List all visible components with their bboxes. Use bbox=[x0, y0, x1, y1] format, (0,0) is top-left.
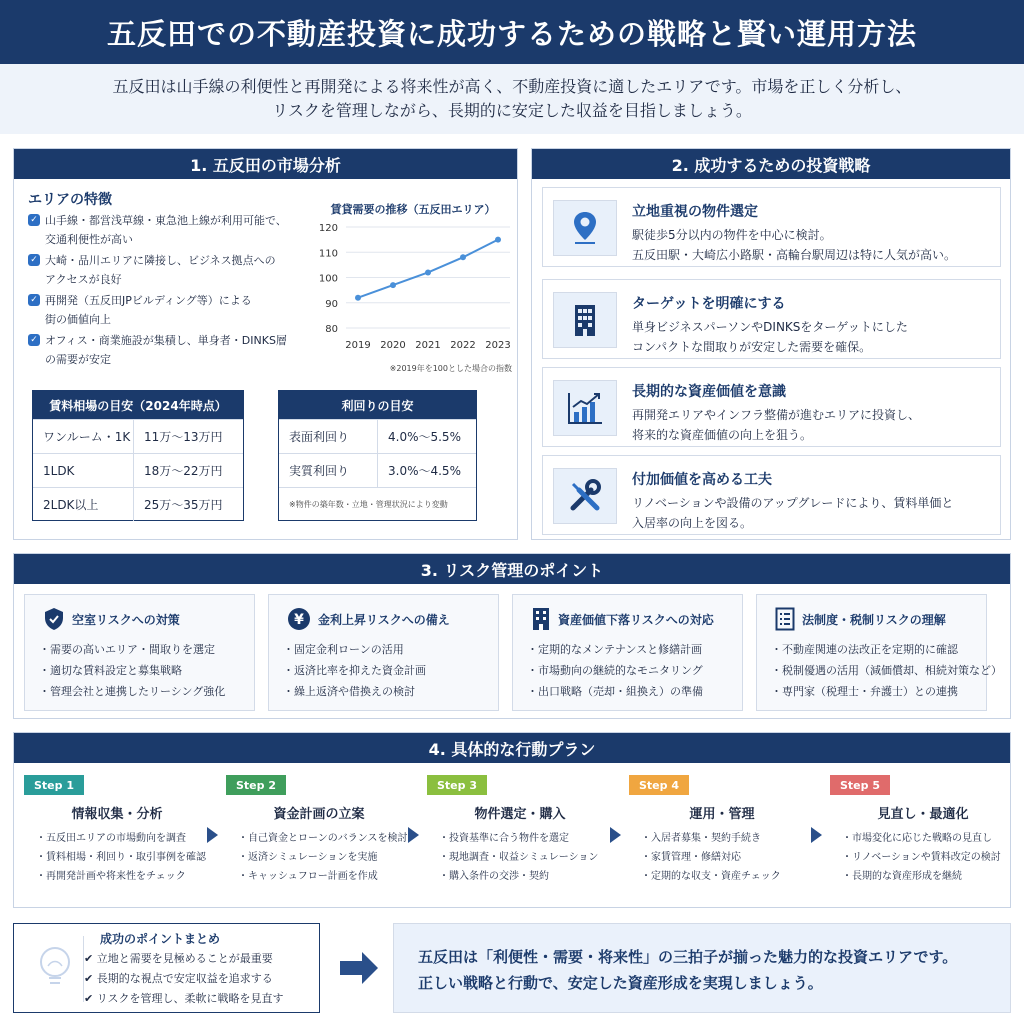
list-item: ・専門家（税理士・弁護士）との連携 bbox=[771, 685, 958, 698]
chart-data-point bbox=[390, 282, 396, 288]
chart-data-point bbox=[495, 237, 501, 243]
intro-section bbox=[0, 64, 1024, 134]
list-item: ・需要の高いエリア・間取りを選定 bbox=[39, 643, 215, 656]
list-item: ・投資基準に合う物件を選定 bbox=[439, 833, 569, 844]
list-item: ・繰上返済や借換えの検討 bbox=[283, 685, 415, 698]
list-item: ・定期的な収支・資産チェック bbox=[641, 871, 781, 882]
chart-x-tick-label: 2022 bbox=[450, 340, 476, 351]
risk-title: 空室リスクへの対策 bbox=[72, 612, 180, 627]
risk-title: 法制度・税制リスクの理解 bbox=[802, 612, 946, 627]
chart-note: ※2019年を100とした場合の指数 bbox=[389, 364, 512, 373]
list-item: ✔ 長期的な視点で安定収益を追求する bbox=[84, 972, 273, 985]
list-item: ・五反田エリアの市場動向を調査 bbox=[36, 833, 186, 844]
feature-line-2: アクセスが良好 bbox=[45, 273, 122, 286]
strategy-title: 付加価値を高める工夫 bbox=[632, 472, 772, 488]
step-badge: Step 1 bbox=[24, 775, 84, 795]
strategy-title: ターゲットを明確にする bbox=[632, 296, 786, 312]
closing-message bbox=[393, 923, 1011, 1013]
risk-points bbox=[771, 639, 1002, 702]
svg-text:¥: ¥ bbox=[294, 612, 304, 628]
risk-card bbox=[512, 594, 743, 711]
market-analysis-panel bbox=[13, 148, 518, 540]
rental-demand-chart bbox=[310, 199, 516, 379]
lightbulb-icon bbox=[26, 936, 84, 1002]
step-title: 資金計画の立案 bbox=[273, 807, 365, 822]
step-badge: Step 5 bbox=[830, 775, 890, 795]
list-item: ・購入条件の交渉・契約 bbox=[439, 871, 549, 882]
strategy-desc-1: 再開発エリアやインフラ整備が進むエリアに投資し、 bbox=[632, 408, 921, 422]
check-icon: ✓ bbox=[28, 294, 40, 306]
feature-line-2: 街の価値向上 bbox=[45, 313, 111, 326]
strategy-desc-2: 入居率の向上を図る。 bbox=[632, 516, 753, 530]
strategy-desc-1: リノベーションや設備のアップグレードにより、賃料単価と bbox=[632, 496, 954, 510]
arrow-right-icon bbox=[811, 827, 822, 843]
step-points bbox=[238, 829, 408, 886]
chart-x-tick-label: 2023 bbox=[485, 340, 511, 351]
action-plan-panel bbox=[13, 732, 1011, 908]
risk-management-panel bbox=[13, 553, 1011, 719]
summary-box bbox=[13, 923, 320, 1013]
table-cell: 25万〜35万円 bbox=[133, 488, 243, 521]
feature-item bbox=[28, 331, 298, 369]
intro-line-2: リスクを管理しながら、長期的に安定した収益を目指しましょう。 bbox=[272, 101, 752, 120]
risk-title: 金利上昇リスクへの備え bbox=[318, 612, 450, 627]
section-3-title: 3. リスク管理のポイント bbox=[14, 554, 1010, 584]
table-row bbox=[279, 419, 476, 453]
yield-table-title: 利回りの目安 bbox=[279, 391, 476, 419]
strategy-item bbox=[542, 279, 1001, 359]
chart-y-tick-label: 90 bbox=[325, 298, 338, 310]
list-item: ・自己資金とローンのバランスを検討 bbox=[238, 833, 408, 844]
document-list-icon bbox=[775, 607, 795, 631]
risk-card bbox=[268, 594, 499, 711]
step-badge: Step 4 bbox=[629, 775, 689, 795]
step-points bbox=[641, 829, 781, 886]
table-cell: 2LDK以上 bbox=[43, 498, 99, 512]
table-cell: 18万〜22万円 bbox=[133, 454, 243, 487]
feature-line-2: 交通利便性が高い bbox=[45, 233, 133, 246]
yen-icon bbox=[287, 607, 311, 631]
step-badge: Step 2 bbox=[226, 775, 286, 795]
step-card bbox=[830, 775, 1016, 900]
chart-x-tick-label: 2020 bbox=[380, 340, 406, 351]
section-2-title: 2. 成功するための投資戦略 bbox=[532, 149, 1010, 179]
step-title: 見直し・最適化 bbox=[877, 807, 969, 822]
list-item: ・再開発計画や将来性をチェック bbox=[36, 871, 186, 882]
step-card bbox=[427, 775, 613, 900]
table-row bbox=[279, 453, 476, 487]
check-icon: ✓ bbox=[28, 334, 40, 346]
step-title: 情報収集・分析 bbox=[71, 807, 163, 822]
table-row bbox=[33, 487, 243, 521]
chart-x-tick-label: 2021 bbox=[415, 340, 441, 351]
summary-title: 成功のポイントまとめ bbox=[100, 932, 221, 946]
closing-line-2: 正しい戦略と行動で、安定した資産形成を実現しましょう。 bbox=[418, 974, 823, 992]
risk-points bbox=[39, 639, 225, 702]
check-icon: ✓ bbox=[28, 254, 40, 266]
list-item: ・賃料相場・利回り・取引事例を確認 bbox=[36, 852, 206, 863]
location-pin-icon bbox=[553, 200, 617, 256]
list-item: ・管理会社と連携したリーシング強化 bbox=[39, 685, 226, 698]
list-item: ・税制優遇の活用（減価償却、相続対策など） bbox=[771, 664, 1002, 677]
list-item: ・市場動向の継続的なモニタリング bbox=[527, 664, 703, 677]
strategy-desc-1: 単身ビジネスパーソンやDINKSをターゲットにした bbox=[632, 320, 908, 334]
list-item: ・不動産関連の法改正を定期的に確認 bbox=[771, 643, 958, 656]
feature-item bbox=[28, 251, 298, 289]
arrow-right-icon bbox=[408, 827, 419, 843]
intro-line-1: 五反田は山手線の利便性と再開発による将来性が高く、不動産投資に適したエリアです。市場を正しく分析し、 bbox=[112, 77, 912, 96]
list-item: ・固定金利ローンの活用 bbox=[283, 643, 404, 656]
step-points bbox=[842, 829, 1001, 886]
strategy-desc-2: 将来的な資産価値の向上を狙う。 bbox=[632, 428, 813, 442]
summary-points bbox=[84, 949, 284, 1009]
risk-points bbox=[283, 639, 426, 702]
risk-card bbox=[24, 594, 255, 711]
list-item: ・キャッシュフロー計画を作成 bbox=[238, 871, 378, 882]
risk-points bbox=[527, 639, 703, 702]
feature-line-1: 再開発（五反田JPビルディング等）による bbox=[45, 294, 252, 307]
step-card bbox=[24, 775, 210, 900]
feature-item bbox=[28, 211, 298, 249]
shield-icon bbox=[43, 607, 65, 631]
table-row bbox=[33, 419, 243, 453]
feature-line-2: の需要が安定 bbox=[45, 353, 111, 366]
chart-title: 賃貸需要の推移（五反田エリア） bbox=[330, 203, 496, 216]
step-card bbox=[226, 775, 412, 900]
arrow-right-icon bbox=[338, 950, 380, 986]
risk-heading bbox=[287, 607, 450, 631]
list-item: ・市場変化に応じた戦略の見直し bbox=[842, 833, 992, 844]
table-cell: 表面利回り bbox=[289, 430, 350, 444]
strategy-item bbox=[542, 367, 1001, 447]
chart-y-tick-label: 80 bbox=[325, 324, 338, 335]
risk-card bbox=[756, 594, 1002, 711]
step-points bbox=[36, 829, 206, 886]
arrow-right-icon bbox=[610, 827, 621, 843]
chart-y-tick-label: 110 bbox=[318, 248, 338, 260]
list-item: ・リノベーションや賃料改定の検討 bbox=[842, 852, 1001, 863]
step-card bbox=[629, 775, 815, 900]
table-cell: 実質利回り bbox=[289, 464, 350, 478]
chart-data-point bbox=[460, 254, 466, 260]
growth-chart-icon bbox=[553, 380, 617, 436]
page-title: 五反田での不動産投資に成功するための戦略と賢い運用方法 bbox=[0, 0, 1024, 64]
yield-table bbox=[278, 390, 477, 521]
feature-line-1: 大崎・品川エリアに隣接し、ビジネス拠点への bbox=[45, 254, 276, 267]
table-cell: ワンルーム・1K bbox=[43, 430, 131, 444]
list-item: ・出口戦略（売却・組換え）の準備 bbox=[527, 685, 703, 698]
section-4-title: 4. 具体的な行動プラン bbox=[14, 733, 1010, 763]
list-item: ・長期的な資産形成を継続 bbox=[842, 871, 962, 882]
strategy-title: 立地重視の物件選定 bbox=[632, 204, 758, 220]
table-row bbox=[33, 453, 243, 487]
chart-series-line bbox=[358, 240, 498, 298]
strategy-desc-1: 駅徒歩5分以内の物件を中心に検討。 bbox=[632, 228, 832, 242]
strategy-panel bbox=[531, 148, 1011, 540]
table-cell: 3.0%〜4.5% bbox=[377, 454, 476, 487]
rent-table bbox=[32, 390, 244, 521]
risk-title: 資産価値下落リスクへの対応 bbox=[558, 612, 714, 627]
chart-data-point bbox=[355, 295, 361, 301]
tools-icon bbox=[553, 468, 617, 524]
chart-data-point bbox=[425, 269, 431, 275]
step-title: 物件選定・購入 bbox=[474, 807, 566, 822]
intro-text bbox=[72, 75, 952, 123]
list-item: ・入居者募集・契約手続き bbox=[641, 833, 761, 844]
feature-line-1: 山手線・都営浅草線・東急池上線が利用可能で、 bbox=[45, 214, 287, 227]
risk-heading bbox=[775, 607, 946, 631]
list-item: ・返済比率を抑えた資金計画 bbox=[283, 664, 426, 677]
step-points bbox=[439, 829, 598, 886]
table-cell: 11万〜13万円 bbox=[133, 420, 243, 453]
feature-line-1: オフィス・商業施設が集積し、単身者・DINKS層 bbox=[45, 334, 287, 347]
chart-svg bbox=[310, 199, 516, 379]
chart-x-tick-label: 2019 bbox=[345, 340, 371, 351]
table-cell: 4.0%〜5.5% bbox=[377, 420, 476, 453]
strategy-desc-2: コンパクトな間取りが安定した需要を確保。 bbox=[632, 340, 872, 354]
strategy-desc-2: 五反田駅・大崎広小路駅・高輪台駅周辺は特に人気が高い。 bbox=[632, 248, 957, 262]
chart-y-tick-label: 120 bbox=[318, 223, 338, 234]
list-item: ✔ 立地と需要を見極めることが最重要 bbox=[84, 952, 273, 965]
step-badge: Step 3 bbox=[427, 775, 487, 795]
table-cell: 1LDK bbox=[43, 463, 75, 478]
check-icon: ✓ bbox=[28, 214, 40, 226]
features-list bbox=[28, 211, 298, 371]
features-title: エリアの特徴 bbox=[28, 192, 112, 208]
section-1-title: 1. 五反田の市場分析 bbox=[14, 149, 517, 179]
risk-heading bbox=[43, 607, 180, 631]
list-item: ・返済シミュレーションを実施 bbox=[238, 852, 378, 863]
strategy-item bbox=[542, 455, 1001, 535]
step-title: 運用・管理 bbox=[689, 807, 755, 822]
list-item: ✔ リスクを管理し、柔軟に戦略を見直す bbox=[84, 992, 284, 1005]
strategy-title: 長期的な資産価値を意識 bbox=[632, 384, 786, 400]
rent-table-title: 賃料相場の目安（2024年時点） bbox=[33, 391, 243, 419]
list-item: ・適切な賃料設定と募集戦略 bbox=[39, 664, 182, 677]
feature-item bbox=[28, 291, 298, 329]
chart-y-tick-label: 100 bbox=[318, 273, 338, 285]
arrow-right-icon bbox=[207, 827, 218, 843]
yield-note: ※物件の築年数・立地・管理状況により変動 bbox=[279, 487, 476, 521]
building-icon bbox=[531, 607, 551, 631]
building-icon bbox=[553, 292, 617, 348]
strategy-item bbox=[542, 187, 1001, 267]
list-item: ・現地調査・収益シミュレーション bbox=[439, 852, 599, 863]
closing-line-1: 五反田は「利便性・需要・将来性」の三拍子が揃った魅力的な投資エリアです。 bbox=[418, 948, 958, 966]
list-item: ・定期的なメンテナンスと修繕計画 bbox=[527, 643, 703, 656]
list-item: ・家賃管理・修繕対応 bbox=[641, 852, 741, 863]
risk-heading bbox=[531, 607, 714, 631]
